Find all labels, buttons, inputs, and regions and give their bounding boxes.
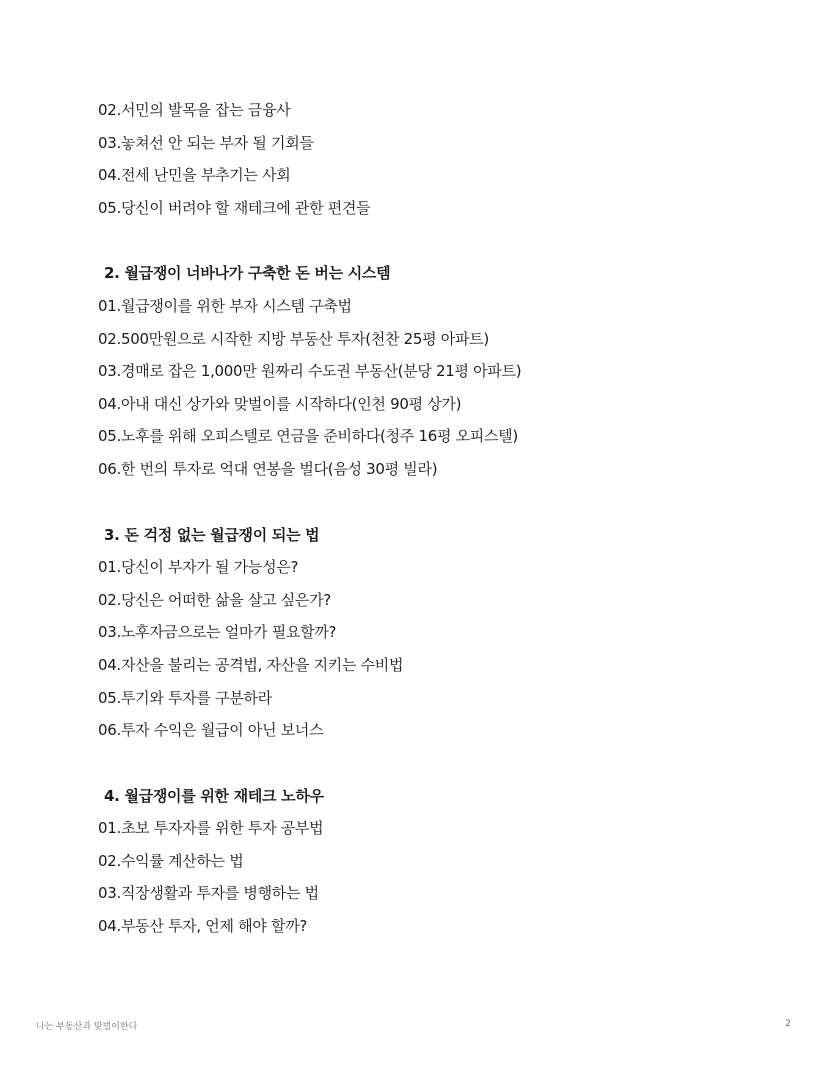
section-heading: 4. 월급쟁이를 위한 재테크 노하우 xyxy=(104,786,324,805)
section-heading: 3. 돈 걱정 없는 월급쟁이 되는 법 xyxy=(104,525,320,544)
section-spacer xyxy=(98,489,788,522)
footer-book-title: 나는 부동산과 맞벌이한다 xyxy=(36,1022,138,1032)
section-heading: 2. 월급쟁이 너바나가 구축한 돈 버는 시스템 xyxy=(104,264,391,283)
toc-item: 03.놓쳐선 안 되는 부자 될 기회들 xyxy=(98,133,314,152)
toc-item: 04.자산을 불리는 공격법, 자산을 지키는 수비법 xyxy=(98,655,404,674)
toc-item: 04.아내 대신 상가와 맞벌이를 시작하다(인천 90평 상가) xyxy=(98,394,462,413)
toc-item: 05.투기와 투자를 구분하라 xyxy=(98,688,272,707)
section-spacer xyxy=(98,750,788,783)
toc-item: 03.노후자금으로는 얼마가 필요할까? xyxy=(98,623,337,642)
section-spacer xyxy=(98,227,788,260)
toc-item: 01.월급쟁이를 위한 부자 시스템 구축법 xyxy=(98,296,352,315)
toc-item: 04.부동산 투자, 언제 해야 할까? xyxy=(98,917,308,936)
toc-item: 05.노후를 위해 오피스텔로 연금을 준비하다(청주 16평 오피스텔) xyxy=(98,427,518,446)
toc-item: 03.경매로 잡은 1,000만 원짜리 수도권 부동산(분당 21평 아파트) xyxy=(98,362,522,381)
toc-item: 02.수익률 계산하는 법 xyxy=(98,851,244,870)
toc-item: 02.500만원으로 시작한 지방 부동산 투자(천찬 25평 아파트) xyxy=(98,329,489,348)
toc-item: 02.서민의 발목을 잡는 금융사 xyxy=(98,101,291,119)
toc-item: 01.초보 투자자를 위한 투자 공부법 xyxy=(98,819,324,838)
toc-item: 06.투자 수익은 월급이 아닌 보너스 xyxy=(98,721,324,740)
toc-item: 04.전세 난민을 부추기는 사회 xyxy=(98,166,291,185)
toc-item: 02.당신은 어떠한 삶을 살고 싶은가? xyxy=(98,590,331,609)
toc-item: 01.당신이 부자가 될 가능성은? xyxy=(98,558,299,577)
table-of-contents xyxy=(98,97,788,946)
toc-item: 06.한 번의 투자로 억대 연봉을 벌다(음성 30평 빌라) xyxy=(98,459,438,478)
toc-item: 03.직장생활과 투자를 병행하는 법 xyxy=(98,884,319,903)
footer-page-number: 2 xyxy=(785,1019,791,1029)
toc-item: 05.당신이 버려야 할 재테크에 관한 편견들 xyxy=(98,198,371,217)
